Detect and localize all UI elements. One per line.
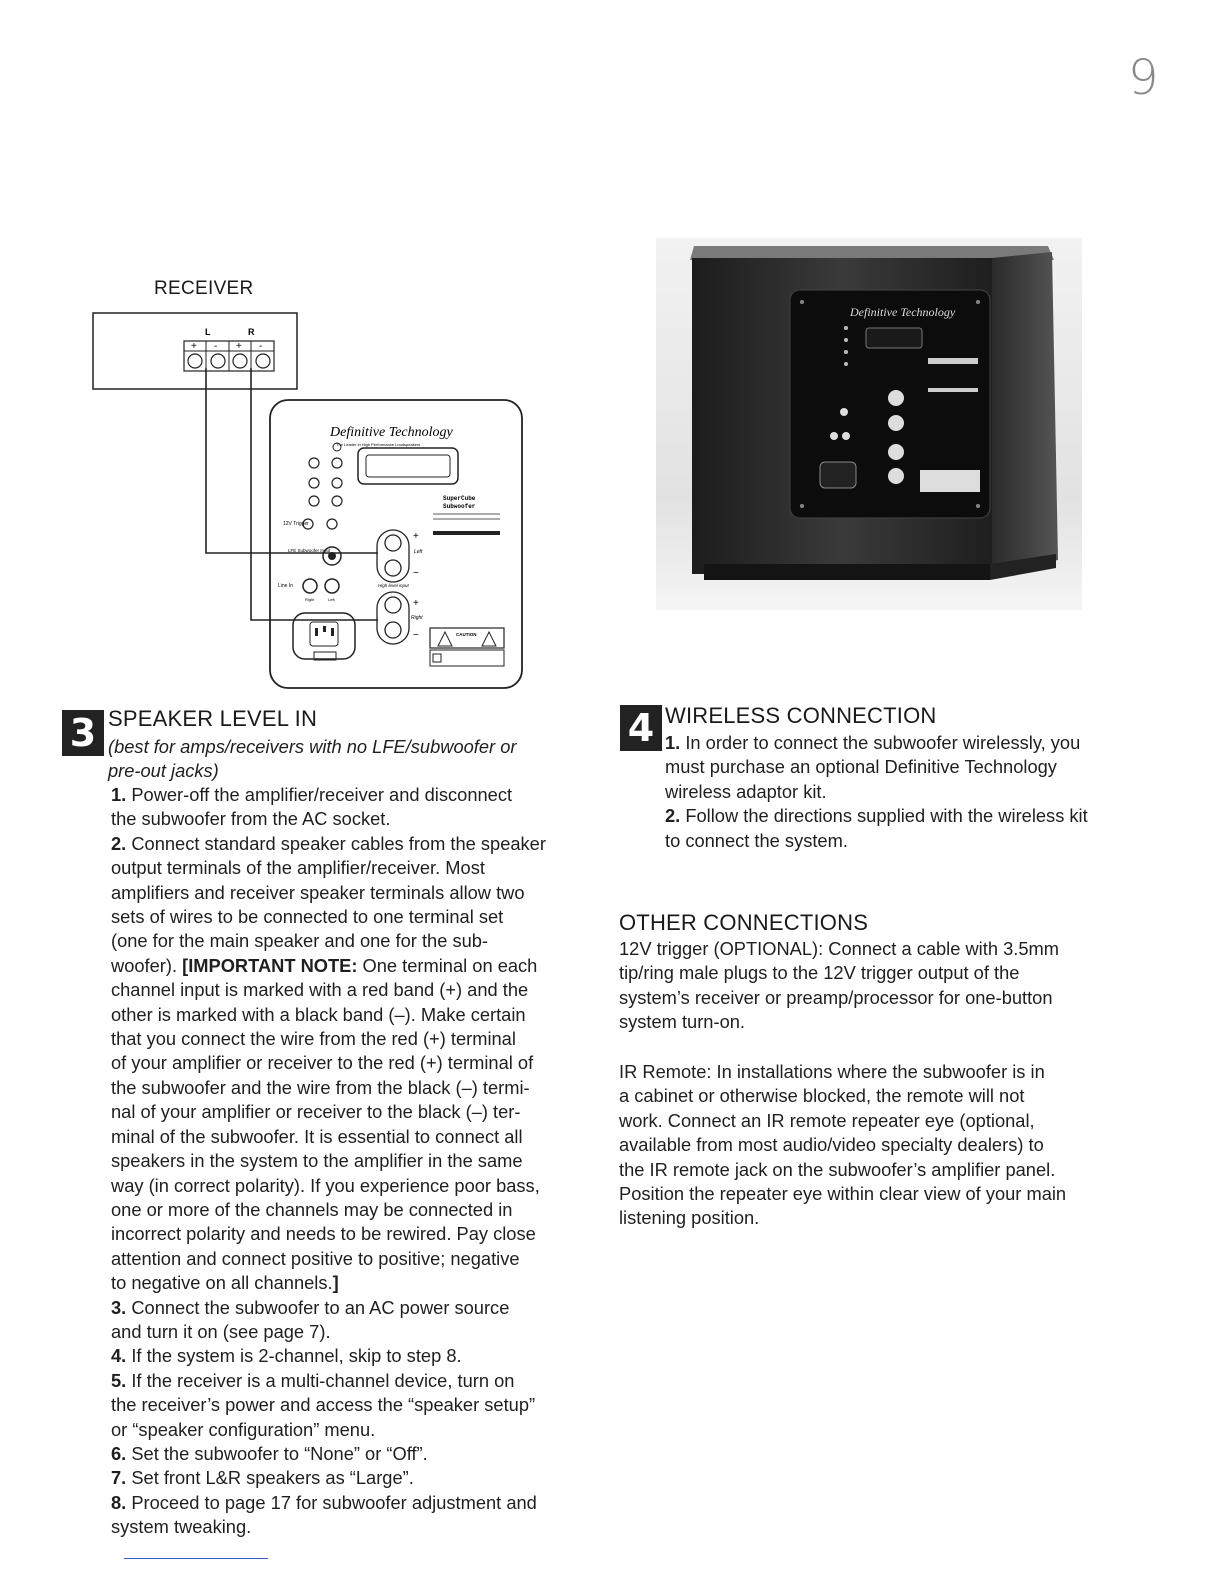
step-number: 6. <box>111 1442 127 1464</box>
step-number: 1. <box>665 732 681 753</box>
caution-label <box>430 628 504 648</box>
subwoofer-photo <box>656 238 1082 610</box>
left-input-label: Left <box>414 549 423 555</box>
section3-line: 4. If the system is 2-channel, skip to step 8. <box>111 1345 462 1367</box>
paragraph-line: 12V trigger (OPTIONAL): Connect a cable with 3.5mm <box>619 938 1059 959</box>
section3-line: and turn it on (see page 7). <box>111 1320 331 1342</box>
section3-line: channel input is marked with a red band (+) and the <box>111 979 529 1001</box>
step-number: 4. <box>111 1345 127 1367</box>
section4-line: must purchase an optional Definitive Technology <box>665 756 1057 778</box>
step-number: 8. <box>111 1491 127 1513</box>
other-ir-paragraph <box>619 1060 1066 1231</box>
section3-line: woofer). [IMPORTANT NOTE: One terminal on each <box>111 954 538 976</box>
svg-text:+: + <box>191 341 197 352</box>
section-3-body <box>111 783 546 1540</box>
section3-line: or “speaker configuration” menu. <box>111 1418 376 1440</box>
right-input-label: Right <box>411 615 423 621</box>
product-type: Subwoofer <box>443 503 476 510</box>
footer-rule <box>124 1558 268 1559</box>
svg-text:+: + <box>413 598 419 609</box>
high-level-label: High level input <box>378 583 409 588</box>
brand-logo: Definitive Technology <box>330 425 453 440</box>
paragraph-line: IR Remote: In installations where the subwoofer is in <box>619 1061 1045 1082</box>
section3-line: incorrect polarity and needs to be rewired. Pay close <box>111 1223 536 1245</box>
step-number: 7. <box>111 1467 127 1489</box>
section3-line: way (in correct polarity). If you experience poor bass, <box>111 1174 540 1196</box>
section3-line: the subwoofer from the AC socket. <box>111 808 391 830</box>
paragraph-line: system’s receiver or preamp/processor for one-button <box>619 986 1053 1008</box>
display-window <box>358 448 458 484</box>
section-4-body <box>665 731 1088 853</box>
step-number: 2. <box>111 832 127 854</box>
section3-line: 5. If the receiver is a multi-channel device, turn on <box>111 1369 515 1391</box>
wiring-diagram <box>88 310 538 695</box>
terminal-right-plus <box>233 354 247 368</box>
section-4-badge: 4 <box>620 705 662 751</box>
section3-line: output terminals of the amplifier/receiver. Most <box>111 857 485 879</box>
section3-line: 3. Connect the subwoofer to an AC power source <box>111 1296 510 1318</box>
paragraph-line: tip/ring male plugs to the 12V trigger output of the <box>619 962 1020 984</box>
svg-text:CAUTION: CAUTION <box>456 632 477 637</box>
section3-line: the subwoofer and the wire from the black (–) termi- <box>111 1076 530 1098</box>
line-in-left: Left <box>328 597 335 602</box>
channel-right-label: R <box>248 327 255 337</box>
section3-line: (one for the main speaker and one for the sub- <box>111 930 489 952</box>
left-binding-post-housing <box>377 530 409 582</box>
receiver-label: RECEIVER <box>154 278 254 299</box>
section3-line: speakers in the system to the amplifier in the same <box>111 1150 523 1172</box>
paragraph-line: a cabinet or otherwise blocked, the remote will not <box>619 1085 1025 1107</box>
other-connections-title: OTHER CONNECTIONS <box>619 910 869 935</box>
svg-text:−: − <box>413 568 419 579</box>
section3-line: system tweaking. <box>111 1516 252 1538</box>
section3-line: 6. Set the subwoofer to “None” or “Off”. <box>111 1442 428 1464</box>
section3-line: 2. Connect standard speaker cables from the speaker <box>111 832 546 854</box>
paragraph-line: the IR remote jack on the subwoofer’s amplifier panel. <box>619 1158 1056 1180</box>
step-number: 5. <box>111 1369 127 1391</box>
lfe-label: LFE Subwoofer Input <box>288 548 331 553</box>
section-3-badge: 3 <box>62 710 104 756</box>
paragraph-line: system turn-on. <box>619 1011 745 1033</box>
section4-line: 1. In order to connect the subwoofer wirelessly, you <box>665 732 1081 753</box>
section3-line: 1. Power-off the amplifier/receiver and disconnect <box>111 784 513 805</box>
section4-line: wireless adaptor kit. <box>665 780 827 802</box>
svg-text:Definitive Technology: Definitive Technology <box>850 305 956 319</box>
section3-line: of your amplifier or receiver to the red (+) terminal of <box>111 1052 534 1074</box>
right-binding-post-housing <box>377 592 409 644</box>
step-number: 3. <box>111 1296 127 1318</box>
svg-text:-: - <box>259 341 263 352</box>
cabinet-side <box>992 252 1058 574</box>
section3-line: the receiver’s power and access the “speaker setup” <box>111 1394 536 1416</box>
terminal-right-minus <box>256 354 270 368</box>
section3-line: minal of the subwoofer. It is essential to connect all <box>111 1125 523 1147</box>
section4-line: 2. Follow the directions supplied with the wireless kit <box>665 805 1088 827</box>
paragraph-line: Position the repeater eye within clear view of your main <box>619 1183 1067 1205</box>
trigger-label: 12V Trigger <box>283 521 309 527</box>
section4-line: to connect the system. <box>665 829 848 851</box>
step-number: 2. <box>665 805 681 827</box>
brand-tagline: The Leader in High Performance Loudspeakers <box>336 442 421 447</box>
section3-line: other is marked with a black band (–). Make certain <box>111 1003 526 1025</box>
paragraph-line: work. Connect an IR remote repeater eye (optional, <box>619 1109 1035 1131</box>
svg-text:-: - <box>214 341 218 352</box>
section3-line: 7. Set front L&R speakers as “Large”. <box>111 1467 414 1489</box>
section-4-title: WIRELESS CONNECTION <box>665 703 937 728</box>
section3-line: attention and connect positive to positive; negative <box>111 1247 520 1269</box>
section-3-subtitle: (best for amps/receivers with no LFE/subwoofer or pre-out jacks) <box>108 736 517 782</box>
section3-line: nal of your amplifier or receiver to the black (–) ter- <box>111 1101 521 1123</box>
svg-text:+: + <box>236 341 242 352</box>
line-in-right: Right <box>305 597 315 602</box>
other-trigger-paragraph <box>619 937 1059 1035</box>
line-in-label: Line In <box>278 583 294 589</box>
paragraph-line: listening position. <box>619 1207 760 1229</box>
page-number: 9 <box>1128 50 1159 106</box>
step-number: 1. <box>111 784 127 805</box>
paragraph-line: available from most audio/video specialty dealers) to <box>619 1134 1044 1156</box>
terminal-left-plus <box>188 354 202 368</box>
section3-line: sets of wires to be connected to one terminal set <box>111 906 504 928</box>
section3-line: one or more of the channels may be connected in <box>111 1198 513 1220</box>
terminal-left-minus <box>211 354 225 368</box>
section3-line: amplifiers and receiver speaker terminals allow two <box>111 881 525 903</box>
product-name: SuperCube <box>443 495 476 502</box>
svg-text:−: − <box>413 630 419 641</box>
section3-line: that you connect the wire from the red (+) terminal <box>111 1028 516 1050</box>
section3-line: 8. Proceed to page 17 for subwoofer adjustment and <box>111 1491 537 1513</box>
section-3-title: SPEAKER LEVEL IN <box>108 706 318 731</box>
section3-line: to negative on all channels.] <box>111 1272 339 1294</box>
channel-left-label: L <box>205 327 211 337</box>
svg-text:+: + <box>413 531 419 542</box>
